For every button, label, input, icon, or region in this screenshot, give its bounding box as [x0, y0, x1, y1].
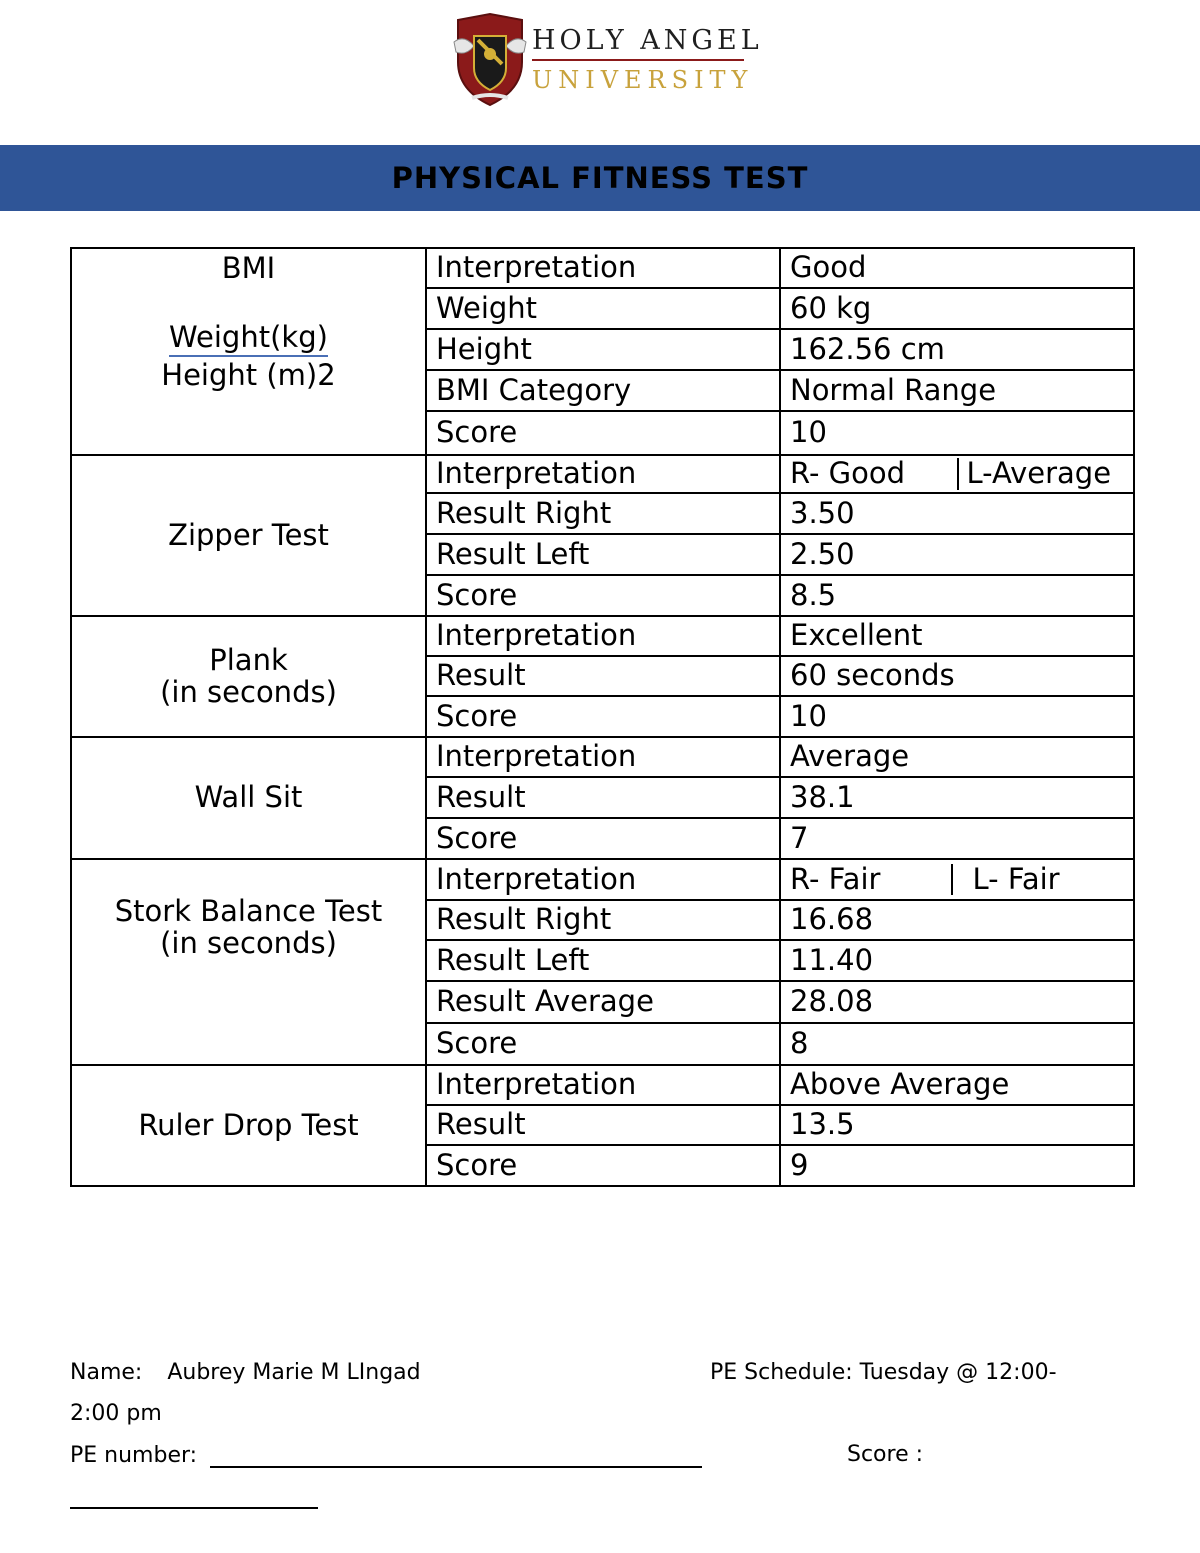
- stork-label: Stork Balance Test: [114, 894, 383, 928]
- row-value: 60 seconds: [780, 656, 1134, 696]
- stork-test-cell: [71, 859, 426, 1065]
- table-row: [71, 737, 1134, 777]
- row-label: Result Right: [426, 493, 780, 534]
- interpretation-left: L- Fair: [951, 864, 1134, 896]
- row-value: 16.68: [780, 900, 1134, 940]
- row-label: Result: [426, 1105, 780, 1145]
- row-label: Result Right: [426, 900, 780, 940]
- ruler-drop-test-cell: Ruler Drop Test: [71, 1065, 426, 1186]
- row-value: 162.56 cm: [780, 329, 1134, 370]
- row-label: Score: [426, 575, 780, 616]
- plank-label: Plank: [209, 642, 288, 677]
- name-line: [70, 1360, 421, 1385]
- row-value: 13.5: [780, 1105, 1134, 1145]
- row-value: Excellent: [780, 616, 1134, 656]
- pe-number-line: [70, 1442, 702, 1468]
- interpretation-left: L-Average: [957, 458, 1134, 490]
- row-value-split: [780, 859, 1134, 900]
- row-label: Score: [426, 818, 780, 859]
- row-value: 10: [780, 696, 1134, 737]
- row-value: 28.08: [780, 981, 1134, 1023]
- title-banner: [0, 145, 1200, 211]
- name-label: Name:: [70, 1360, 143, 1385]
- row-label: Result: [426, 656, 780, 696]
- bmi-label: BMI: [221, 251, 276, 285]
- bmi-formula: [161, 319, 335, 394]
- schedule-value: Tuesday @ 12:00-: [859, 1360, 1057, 1385]
- table-row: [71, 616, 1134, 656]
- row-value-split: [780, 455, 1134, 493]
- table-row: [71, 859, 1134, 900]
- bmi-test-cell: [71, 248, 426, 455]
- row-label: Interpretation: [426, 248, 780, 288]
- row-value: Average: [780, 737, 1134, 777]
- bmi-formula-denominator: Height (m)2: [161, 358, 336, 393]
- name-value: Aubrey Marie M LIngad: [167, 1360, 421, 1385]
- schedule-line: [710, 1360, 1057, 1385]
- plank-test-cell: [71, 616, 426, 737]
- schedule-label: PE Schedule:: [710, 1360, 853, 1385]
- pe-number-blank[interactable]: [210, 1442, 702, 1468]
- row-label: Result Left: [426, 940, 780, 981]
- score-label: Score :: [847, 1442, 924, 1467]
- page-title: PHYSICAL FITNESS TEST: [391, 161, 809, 195]
- row-value: 2.50: [780, 534, 1134, 575]
- row-value: Above Average: [780, 1065, 1134, 1105]
- stork-unit-label: (in seconds): [160, 925, 337, 960]
- score-line-continued: [70, 1483, 318, 1509]
- zipper-test-cell: Zipper Test: [71, 455, 426, 616]
- bmi-formula-numerator: Weight(kg): [169, 319, 328, 357]
- score-blank[interactable]: [70, 1483, 318, 1509]
- row-label: Weight: [426, 288, 780, 329]
- university-name-line1: HOLY ANGEL: [532, 25, 763, 56]
- plank-unit-label: (in seconds): [160, 674, 337, 709]
- row-label: Interpretation: [426, 1065, 780, 1105]
- fitness-results-table: [70, 247, 1135, 1187]
- row-label: Result Average: [426, 981, 780, 1023]
- row-value: 38.1: [780, 777, 1134, 818]
- row-label: Result Left: [426, 534, 780, 575]
- row-value: 11.40: [780, 940, 1134, 981]
- row-label: Score: [426, 1023, 780, 1065]
- shield-crest-icon: [452, 12, 528, 107]
- row-label: Interpretation: [426, 616, 780, 656]
- row-label: BMI Category: [426, 370, 780, 411]
- table-row: [71, 455, 1134, 493]
- row-label: Score: [426, 411, 780, 455]
- logo-divider: [532, 59, 744, 61]
- university-logo: [452, 12, 763, 107]
- score-line: [847, 1442, 923, 1467]
- table-row: [71, 1065, 1134, 1105]
- row-value: 9: [780, 1145, 1134, 1186]
- row-label: Score: [426, 696, 780, 737]
- row-value: 8.5: [780, 575, 1134, 616]
- row-value: 60 kg: [780, 288, 1134, 329]
- row-label: Height: [426, 329, 780, 370]
- row-label: Score: [426, 1145, 780, 1186]
- interpretation-right: R- Fair: [790, 861, 881, 896]
- row-value: Normal Range: [780, 370, 1134, 411]
- university-name-line2: UNIVERSITY: [532, 66, 754, 94]
- row-value: 3.50: [780, 493, 1134, 534]
- wall-sit-test-cell: Wall Sit: [71, 737, 426, 859]
- row-label: Interpretation: [426, 737, 780, 777]
- schedule-value-continued: 2:00 pm: [70, 1401, 162, 1426]
- schedule-line-continued: [70, 1401, 162, 1426]
- row-value: 7: [780, 818, 1134, 859]
- row-label: Interpretation: [426, 455, 780, 493]
- table-row: [71, 248, 1134, 288]
- pe-number-label: PE number:: [70, 1443, 198, 1468]
- row-value: 10: [780, 411, 1134, 455]
- row-value: Good: [780, 248, 1134, 288]
- row-label: Interpretation: [426, 859, 780, 900]
- row-label: Result: [426, 777, 780, 818]
- interpretation-right: R- Good: [790, 456, 906, 491]
- row-value: 8: [780, 1023, 1134, 1065]
